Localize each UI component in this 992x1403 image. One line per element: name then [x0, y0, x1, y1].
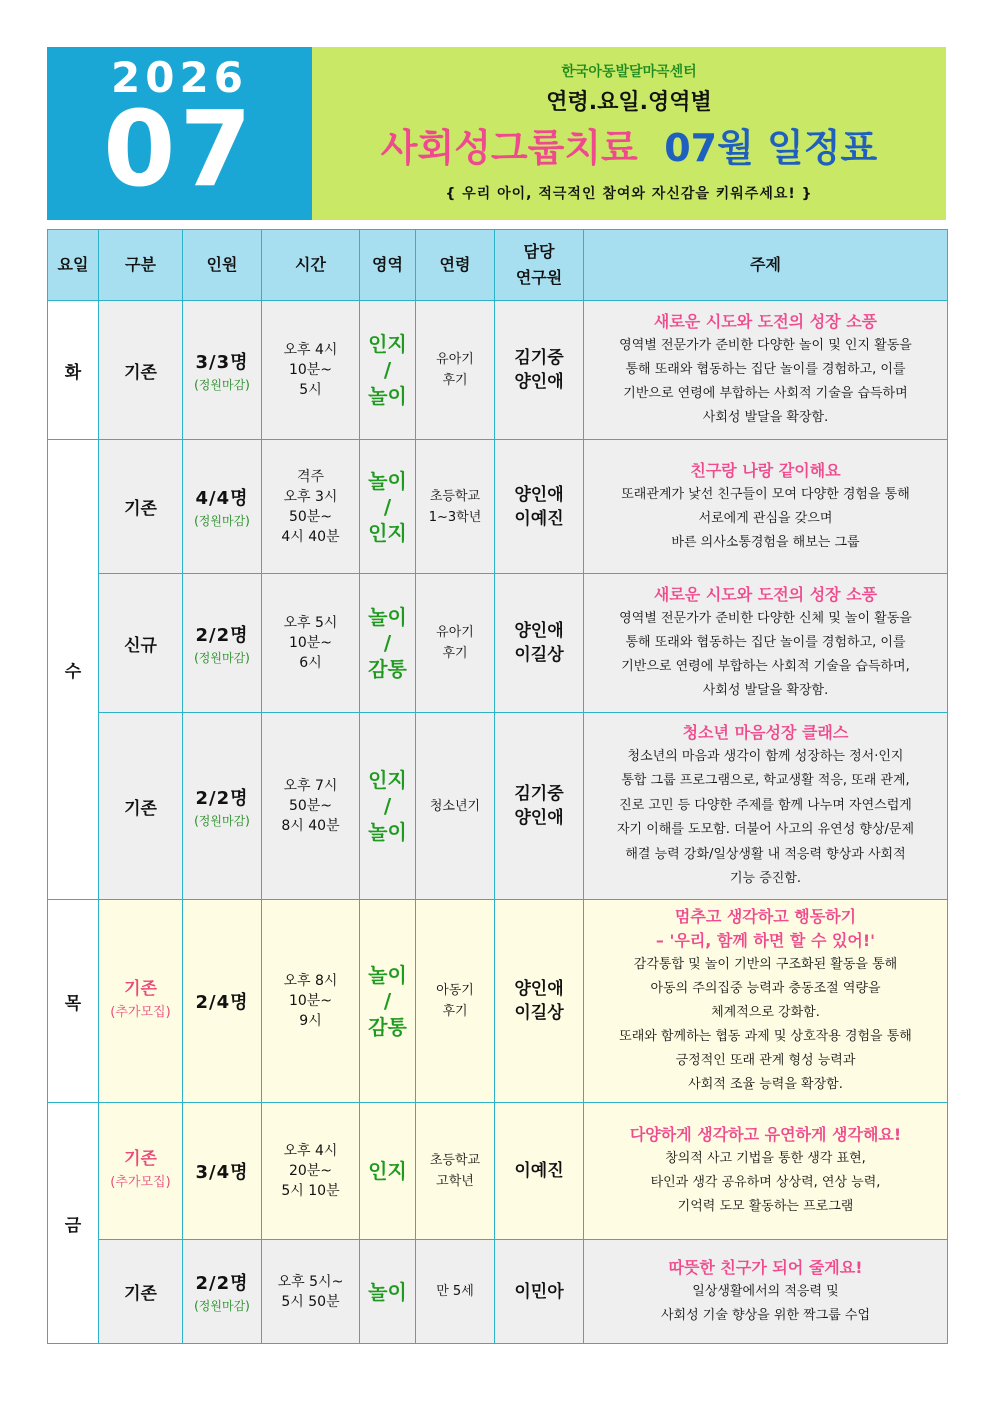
slogan: { 우리 아이, 적극적인 참여와 자신감을 키워주세요! } [445, 186, 813, 202]
age-cell [416, 440, 495, 574]
area-label: 인지 [368, 1159, 407, 1183]
col-day: 요일 [48, 230, 99, 301]
time-label: 오후 4시 10분~ 5시 [283, 342, 338, 398]
col-age: 연령 [416, 230, 495, 301]
table-row [48, 574, 948, 713]
col-people: 인원 [183, 230, 262, 301]
staff-label: 김기중 양인애 [514, 348, 564, 392]
type-label: 신규 [124, 635, 157, 656]
page-title [312, 117, 946, 172]
people-cell [183, 440, 262, 574]
people-status: (정원마감) [194, 1299, 250, 1313]
time-label: 오후 5시~ 5시 50분 [277, 1273, 344, 1310]
day-cell-fri: 금 [48, 1103, 99, 1344]
type-cell [99, 574, 183, 713]
topic-body: 영역별 전문가가 준비한 다양한 놀이 및 인지 활동을 통해 또래와 협동하는 집단 놀이를 경험하고, 이를 기반으로 연령에 부합하는 사회적 기술을 습득하며 사회성 발달을 확장함. [619, 338, 912, 425]
type-cell [99, 900, 183, 1103]
day-cell-thu: 목 [48, 900, 99, 1103]
people-cell [183, 574, 262, 713]
people-count: 3/3명 [195, 351, 249, 373]
title-schedule: 07월 일정표 [664, 126, 878, 170]
age-cell [416, 713, 495, 900]
time-cell [262, 1240, 360, 1344]
time-cell [262, 301, 360, 440]
topic-title: 멈추고 생각하고 행동하기 – '우리, 함께 하면 할 수 있어!' [655, 907, 876, 950]
area-label: 인지 / 놀이 [368, 332, 407, 408]
time-cell [262, 440, 360, 574]
age-label: 초등학교 고학년 [429, 1153, 481, 1189]
age-cell [416, 574, 495, 713]
type-cell [99, 1240, 183, 1344]
subtitle: 연령.요일.영역별 [546, 90, 712, 115]
age-label: 청소년기 [429, 798, 481, 814]
staff-cell [495, 440, 584, 574]
area-cell [360, 713, 416, 900]
area-cell [360, 301, 416, 440]
people-cell [183, 713, 262, 900]
area-cell [360, 440, 416, 574]
area-cell [360, 1103, 416, 1240]
topic-body: 일상생활에서의 적응력 및 사회성 기술 향상을 위한 짝그룹 수업 [660, 1283, 871, 1323]
people-count: 3/4명 [195, 1162, 249, 1183]
staff-cell [495, 1103, 584, 1240]
recruit-note: (추가모집) [110, 1175, 171, 1190]
area-label: 놀이 [368, 1279, 407, 1304]
people-status: (정원마감) [194, 650, 250, 665]
title-program: 사회성그룹치료 [380, 126, 638, 170]
type-label: 기존 [124, 798, 157, 819]
col-type: 구분 [99, 230, 183, 301]
topic-cell [584, 900, 948, 1103]
time-label: 격주 오후 3시 50분~ 4시 40분 [281, 468, 340, 545]
col-topic: 주제 [584, 230, 948, 301]
age-label: 만 5세 [436, 1284, 474, 1299]
topic-body: 청소년의 마음과 생각이 함께 성장하는 정서·인지 통합 그룹 프로그램으로, 학교생활 적응, 또래 관계, 진로 고민 등 다양한 주제를 함께 나누며 자연스럽게 자기 이해를 도모함. 더불어 사고의 유연성 향상/문제 해결 능력 강화/일상생활 내 적응력 향상과 사회적 기능 증진함. [616, 748, 915, 886]
staff-cell [495, 301, 584, 440]
topic-body: 감각통합 및 놀이 기반의 구조화된 활동을 통해 아동의 주의집중 능력과 충동조절 역량을 체계적으로 강화함. 또래와 함께하는 협동 과제 및 상호작용 경험을 통해 긍정적인 또래 관계 형성 능력과 사회적 조율 능력을 확장함. [619, 957, 912, 1092]
topic-title: 청소년 마음성장 클래스 [682, 722, 849, 742]
col-area: 영역 [360, 230, 416, 301]
col-time: 시간 [262, 230, 360, 301]
day-cell-tue: 화 [48, 301, 99, 440]
topic-body: 창의적 사고 기법을 통한 생각 표현, 타인과 생각 공유하며 상상력, 연상 능력, 기억력 도모 활동하는 프로그램 [650, 1151, 881, 1214]
month-label: 07 [103, 88, 256, 210]
type-label: 기존 [124, 499, 157, 519]
table-row [48, 713, 948, 900]
type-label: 기존 [124, 1284, 157, 1304]
staff-label: 양인애 이길상 [514, 979, 564, 1023]
topic-title: 따뜻한 친구가 되어 줄게요! [668, 1257, 863, 1277]
time-cell [262, 713, 360, 900]
center-name: 한국아동발달마곡센터 [561, 64, 697, 80]
type-cell [99, 301, 183, 440]
year-label: 2026 [111, 53, 248, 102]
area-label: 놀이 / 인지 [368, 468, 407, 545]
area-cell [360, 900, 416, 1103]
people-count: 2/2명 [195, 1273, 249, 1294]
age-label: 아동기 후기 [436, 983, 474, 1019]
staff-cell [495, 900, 584, 1103]
topic-cell [584, 1103, 948, 1240]
topic-title: 새로운 시도와 도전의 성장 소풍 [653, 585, 878, 604]
recruit-note: (추가모집) [110, 1005, 171, 1020]
area-label: 인지 / 놀이 [368, 768, 407, 844]
people-cell [183, 1240, 262, 1344]
people-status: (정원마감) [194, 813, 250, 828]
staff-cell [495, 713, 584, 900]
age-label: 유아기 후기 [436, 352, 474, 388]
time-label: 오후 4시 20분~ 5시 10분 [281, 1143, 340, 1199]
people-cell [183, 900, 262, 1103]
topic-title: 친구랑 나랑 같이해요 [690, 460, 841, 480]
type-label: 기존 [124, 1149, 157, 1169]
table-row [48, 440, 948, 574]
time-cell [262, 900, 360, 1103]
staff-label: 양인애 이예진 [514, 484, 564, 529]
day-cell-wed: 수 [48, 440, 99, 900]
title-banner [312, 47, 946, 220]
age-label: 초등학교 1~3학년 [428, 488, 482, 525]
time-label: 오후 8시 10분~ 9시 [283, 973, 338, 1029]
people-count: 2/2명 [195, 787, 249, 809]
table-row [48, 1103, 948, 1240]
type-cell [99, 713, 183, 900]
col-staff: 담당 연구원 [495, 230, 584, 301]
age-cell [416, 301, 495, 440]
month-badge [47, 47, 312, 220]
topic-title: 새로운 시도와 도전의 성장 소풍 [653, 312, 878, 331]
age-cell [416, 1103, 495, 1240]
area-label: 놀이 / 감통 [368, 605, 407, 681]
age-cell [416, 900, 495, 1103]
type-cell [99, 1103, 183, 1240]
people-status: (정원마감) [194, 514, 250, 528]
table-row [48, 1240, 948, 1344]
staff-cell [495, 574, 584, 713]
topic-body: 영역별 전문가가 준비한 다양한 신체 및 놀이 활동을 통해 또래와 협동하는 집단 놀이를 경험하고, 이를 기반으로 연령에 부합하는 사회적 기술을 습득하며, 사회성 발달을 확장함. [619, 611, 912, 698]
topic-cell [584, 713, 948, 900]
area-cell [360, 574, 416, 713]
header-row [48, 230, 948, 301]
topic-body: 또래관계가 낯선 친구들이 모여 다양한 경험을 통해 서로에게 관심을 갖으며 바른 의사소통경험을 해보는 그룹 [621, 486, 910, 550]
topic-title: 다양하게 생각하고 유연하게 생각해요! [629, 1125, 902, 1144]
staff-label: 김기중 양인애 [514, 784, 564, 828]
people-status: (정원마감) [194, 377, 250, 392]
people-count: 2/4명 [195, 992, 249, 1013]
staff-label: 양인애 이길상 [514, 621, 564, 665]
staff-cell [495, 1240, 584, 1344]
staff-label: 이예진 [514, 1161, 564, 1181]
type-cell [99, 440, 183, 574]
topic-cell [584, 301, 948, 440]
topic-cell [584, 440, 948, 574]
topic-cell [584, 1240, 948, 1344]
type-label: 기존 [124, 362, 157, 383]
table-row [48, 900, 948, 1103]
staff-label: 이민아 [514, 1281, 564, 1302]
people-count: 2/2명 [195, 624, 249, 646]
age-cell [416, 1240, 495, 1344]
type-label: 기존 [124, 979, 157, 999]
topic-cell [584, 574, 948, 713]
people-cell [183, 301, 262, 440]
schedule-table [47, 229, 948, 1344]
time-label: 오후 7시 50분~ 8시 40분 [281, 778, 340, 834]
time-cell [262, 1103, 360, 1240]
age-label: 유아기 후기 [436, 625, 474, 661]
time-cell [262, 574, 360, 713]
area-label: 놀이 / 감통 [368, 963, 407, 1039]
time-label: 오후 5시 10분~ 6시 [283, 615, 338, 671]
people-cell [183, 1103, 262, 1240]
area-cell [360, 1240, 416, 1344]
table-row [48, 301, 948, 440]
people-count: 4/4명 [195, 488, 249, 509]
